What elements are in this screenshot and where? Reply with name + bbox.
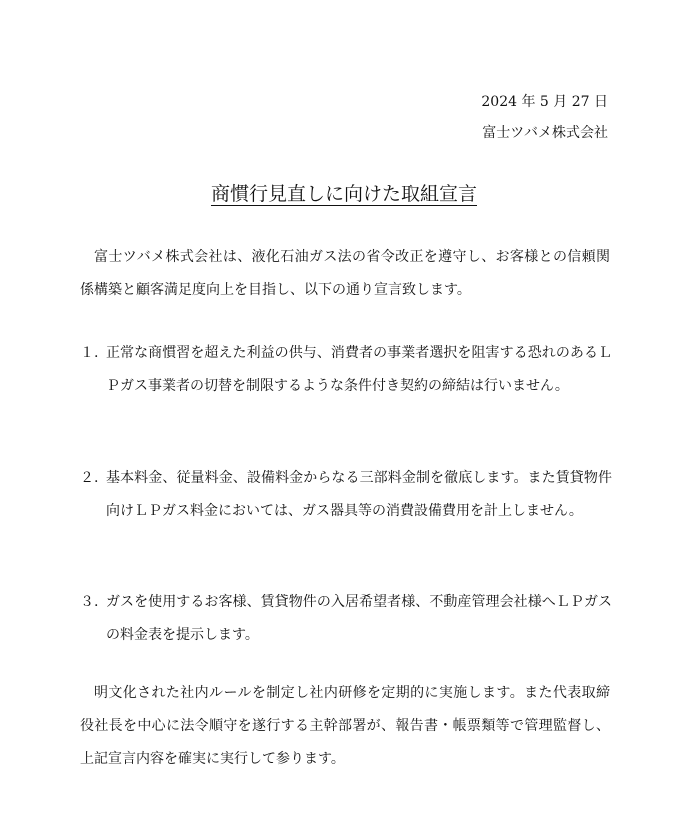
item-text: 正常な商慣習を超えた利益の供与、消費者の事業者選択を阻害する恐れのあるＬＰガス事業者の切替を制限するような条件付き契約の締結は行いません。 bbox=[106, 345, 612, 394]
item-text: 基本料金、従量料金、設備料金からなる三部料金制を徹底します。また賃貸物件向けＬＰガス料金においては、ガス器具等の消費設備費用を計上しません。 bbox=[106, 470, 612, 519]
item-number: ２. bbox=[80, 470, 99, 486]
issuer-company: 富士ツバメ株式会社 bbox=[482, 125, 608, 141]
declaration-item-1 bbox=[80, 337, 612, 403]
document-date: 2024 年 5 月 27 日 bbox=[481, 94, 608, 110]
declaration-item-3 bbox=[80, 586, 612, 652]
item-number: １. bbox=[80, 345, 99, 361]
document-title-container bbox=[0, 181, 688, 207]
document-title: 商慣行見直しに向けた取組宣言 bbox=[210, 183, 477, 205]
closing-paragraph: 明文化された社内ルールを制定し社内研修を定期的に実施します。また代表取締役社長を中心に法令順守を遂行する主幹部署が、報告書・帳票類等で管理監督し、上記宣言内容を確実に実行して参ります。 bbox=[80, 685, 610, 767]
item-text: ガスを使用するお客様、賃貸物件の入居希望者様、不動産管理会社様へＬＰガスの料金表を提示します。 bbox=[106, 594, 612, 643]
item-number: ３. bbox=[80, 594, 99, 610]
declaration-item-2 bbox=[80, 462, 612, 528]
intro-paragraph: 富士ツバメ株式会社は、液化石油ガス法の省令改正を遵守し、お客様との信頼関係構築と顧客満足度向上を目指し、以下の通り宣言致します。 bbox=[80, 249, 610, 298]
